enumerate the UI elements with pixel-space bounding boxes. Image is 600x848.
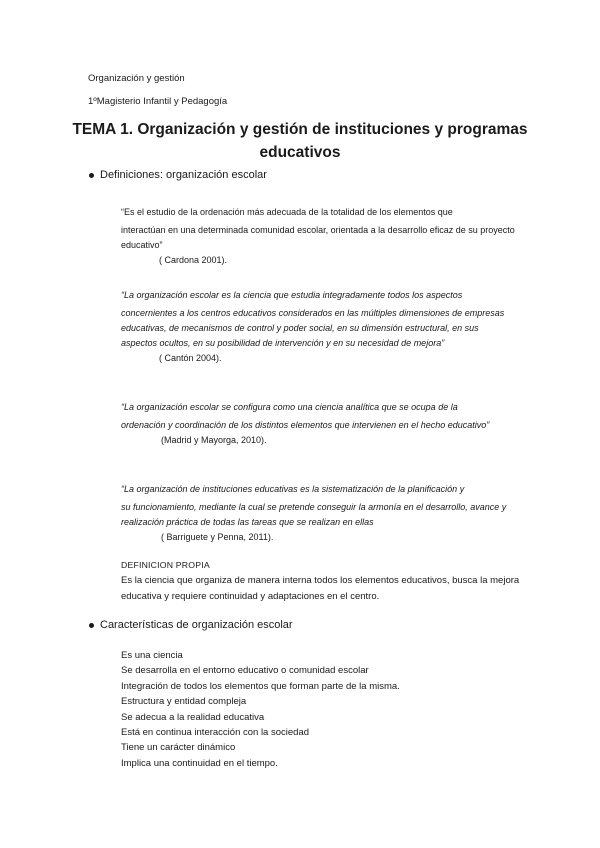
quote-canton: [121, 288, 515, 366]
own-definition-label: DEFINICION PROPIA: [121, 560, 210, 570]
header-degree: 1ºMagisterio Infantil y Pedagogía: [88, 96, 228, 107]
list-item: Estructura y entidad compleja: [121, 696, 247, 708]
list-item: Se adecua a la realidad educativa: [121, 711, 265, 723]
list-item: Implica una continuidad en el tiempo.: [121, 757, 278, 769]
bullet-icon: [89, 173, 94, 178]
quote-text: ordenación y coordinación de los distintos elementos que intervienen en el hecho educativo”: [121, 420, 490, 430]
quote-line: “Es el estudio de la ordenación más adecuada de la totalidad de los elementos que: [121, 207, 453, 217]
quote-line: “La organización escolar es la ciencia que estudia integradamente todos los aspectos: [121, 290, 463, 300]
own-definition-text: Es la ciencia que organiza de manera interna todos los elementos educativos, busca la mejora educativa y requiere continuidad y adaptaciones en el centro.: [121, 575, 520, 602]
characteristics-list: [121, 648, 400, 771]
quote-barriguete-penna: [121, 482, 515, 545]
quote-text: concernientes a los centros educativos considerados en las múltiples dimensiones de empresas educativas, de mecanismos de control y poder social, en su dimensión estructural, en sus aspectos ocultos, en su posibilidad de intervención y en su necesidad de mejora”: [121, 308, 505, 348]
bullet-icon: [89, 623, 94, 628]
list-item: Tiene un carácter dinámico: [121, 742, 236, 754]
quote-citation: ( Cantón 2004).: [159, 353, 222, 363]
header-course: Organización y gestión: [88, 73, 185, 84]
section-characteristics-heading: Características de organización escolar: [100, 619, 293, 631]
quote-line: “La organización de instituciones educativas es la sistematización de la planificación y: [121, 484, 465, 494]
quote-cardona: [121, 205, 515, 268]
list-item: Es una ciencia: [121, 650, 183, 661]
quote-citation: ( Barriguete y Penna, 2011).: [161, 532, 274, 542]
list-item: Integración de todos los elementos que forman parte de la misma.: [121, 680, 400, 692]
quote-text: interactúan en una determinada comunidad escolar, orientada a la desarrollo eficaz de su proyecto educativo”: [121, 225, 515, 250]
quote-line: “La organización escolar se configura como una ciencia analítica que se ocupa de la: [121, 402, 458, 412]
page-title: TEMA 1. Organización y gestión de instituciones y programas educativos: [72, 121, 528, 161]
quote-citation: ( Cardona 2001).: [159, 255, 228, 265]
quote-text: su funcionamiento, mediante la cual se pretende conseguir la armonía en el desarrollo, avance y realización práctica de todas las tareas que se realizan en ellas: [121, 502, 507, 527]
quote-citation: (Madrid y Mayorga, 2010).: [161, 435, 267, 445]
list-item: Se desarrolla en el entorno educativo o comunidad escolar: [121, 665, 369, 677]
quote-madrid-mayorga: [121, 400, 515, 448]
list-item: Está en continua interacción con la sociedad: [121, 727, 310, 739]
section-definitions-heading: Definiciones: organización escolar: [100, 169, 267, 181]
